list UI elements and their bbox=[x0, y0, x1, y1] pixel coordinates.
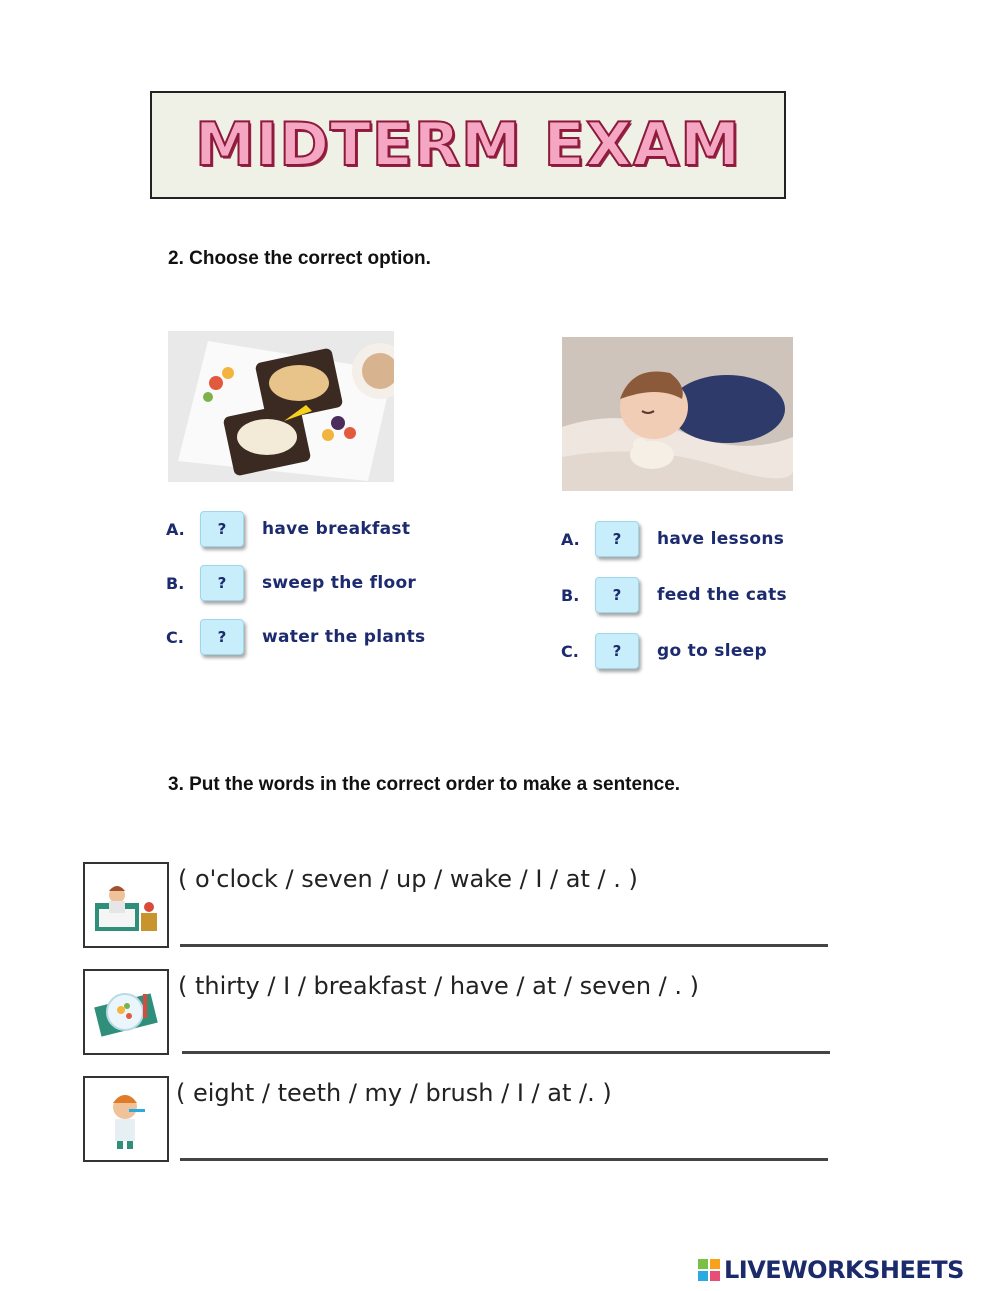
scrambled-words: ( thirty / I / breakfast / have / at / seven / . ) bbox=[178, 972, 699, 1000]
option-row bbox=[561, 576, 861, 614]
answer-box[interactable]: ? bbox=[595, 521, 639, 557]
answer-box[interactable]: ? bbox=[595, 577, 639, 613]
option-row bbox=[166, 510, 466, 548]
option-text: feed the cats bbox=[657, 585, 787, 605]
option-row bbox=[561, 520, 861, 558]
sentence-answer-input[interactable] bbox=[180, 906, 832, 942]
option-text: have breakfast bbox=[262, 519, 411, 539]
option-letter: C. bbox=[561, 641, 579, 661]
answer-line bbox=[180, 944, 828, 947]
option-row bbox=[166, 564, 466, 602]
scrambled-words: ( eight / teeth / my / brush / I / at /. ) bbox=[176, 1079, 612, 1107]
option-letter: B. bbox=[166, 573, 185, 593]
option-letter: C. bbox=[166, 627, 184, 647]
sentence-answer-input[interactable] bbox=[182, 1013, 834, 1049]
option-text: sweep the floor bbox=[262, 573, 417, 593]
section-2-heading: 2. Choose the correct option. bbox=[168, 248, 431, 269]
breakfast-photo bbox=[168, 331, 394, 482]
answer-box[interactable]: ? bbox=[200, 619, 244, 655]
answer-box[interactable]: ? bbox=[200, 511, 244, 547]
question-1-options bbox=[166, 510, 466, 656]
answer-line bbox=[180, 1158, 828, 1161]
sentence-answer-input[interactable] bbox=[180, 1120, 832, 1156]
answer-line bbox=[182, 1051, 830, 1054]
logo-text: LIVEWORKSHEETS bbox=[724, 1256, 964, 1284]
option-text: go to sleep bbox=[657, 641, 767, 661]
answer-box[interactable]: ? bbox=[200, 565, 244, 601]
page-title: MIDTERM EXAM bbox=[195, 110, 741, 180]
section-3-heading: 3. Put the words in the correct order to make a sentence. bbox=[168, 774, 681, 795]
option-letter: A. bbox=[561, 529, 580, 549]
option-text: have lessons bbox=[657, 529, 785, 549]
breakfast-plate-icon bbox=[83, 969, 169, 1055]
sleeping-child-photo bbox=[562, 337, 793, 491]
option-letter: B. bbox=[561, 585, 580, 605]
liveworksheets-logo bbox=[698, 1255, 964, 1285]
answer-box[interactable]: ? bbox=[595, 633, 639, 669]
option-letter: A. bbox=[166, 519, 185, 539]
wake-up-icon bbox=[83, 862, 169, 948]
brush-teeth-icon bbox=[83, 1076, 169, 1162]
question-2-options bbox=[561, 520, 861, 670]
option-row bbox=[561, 632, 861, 670]
option-row bbox=[166, 618, 466, 656]
option-text: water the plants bbox=[262, 627, 426, 647]
title-banner bbox=[150, 91, 786, 199]
scrambled-words: ( o'clock / seven / up / wake / I / at / . ) bbox=[178, 865, 638, 893]
logo-blocks-icon bbox=[698, 1259, 720, 1281]
